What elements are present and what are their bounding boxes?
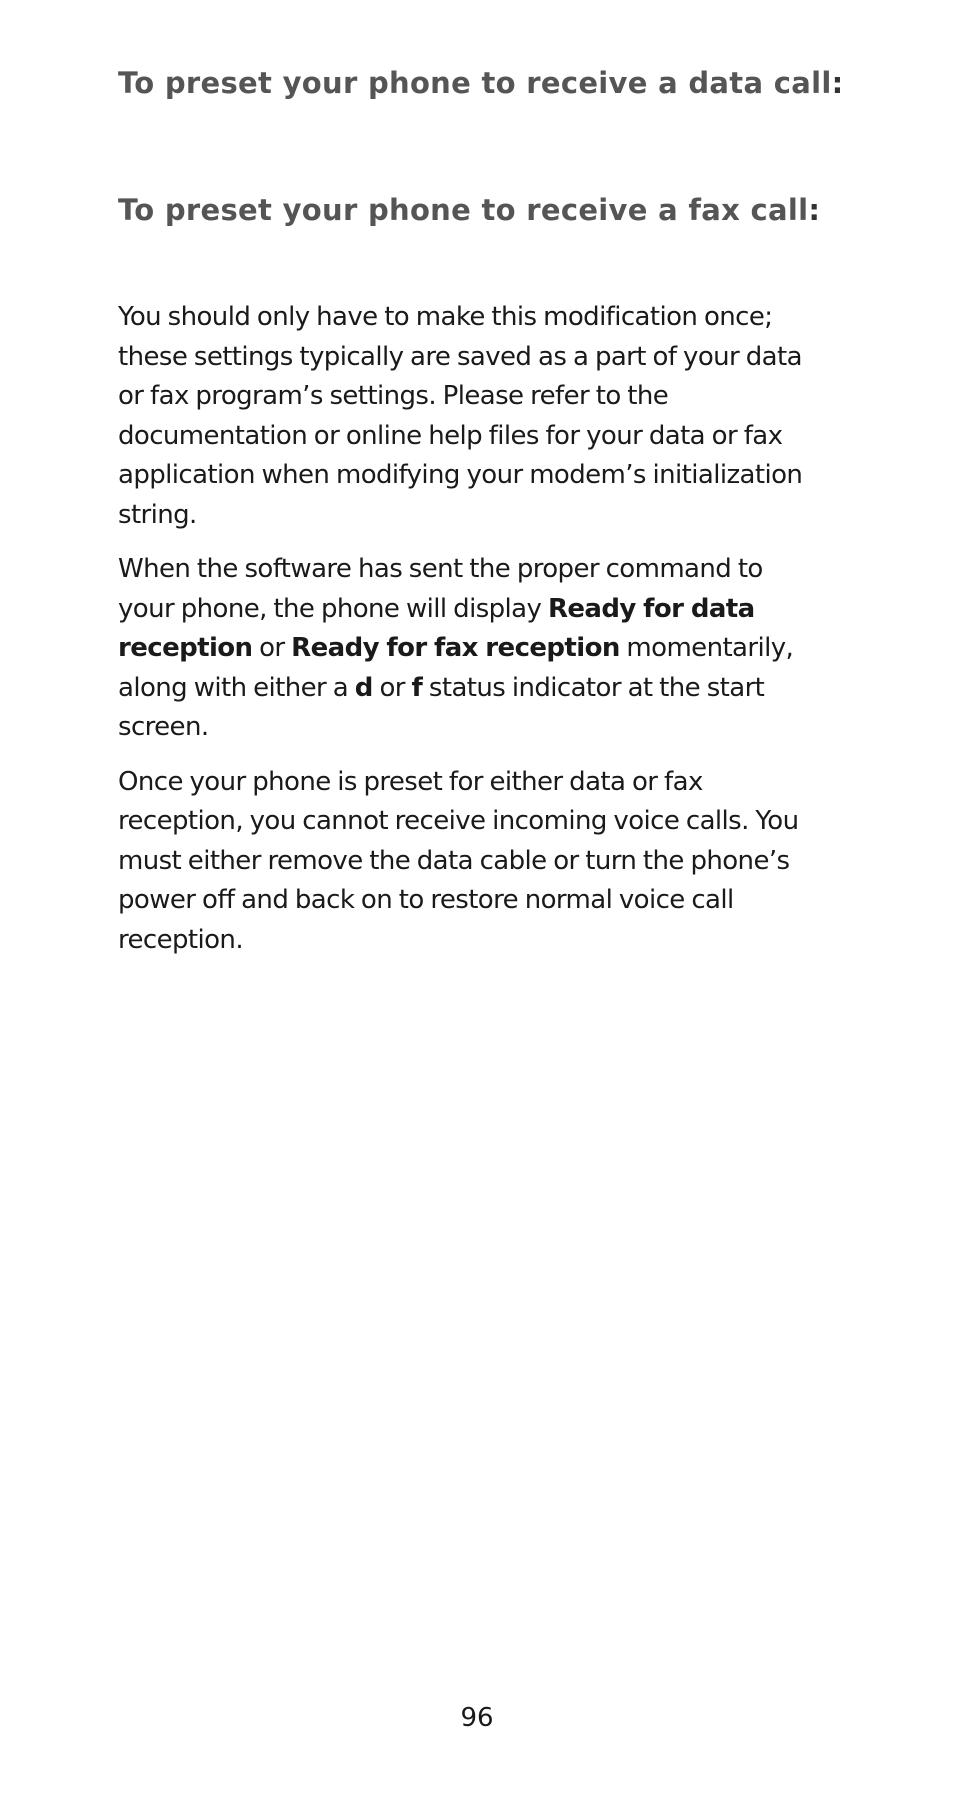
bold-indicator-f: f bbox=[411, 672, 423, 703]
paragraph-modification: You should only have to make this modification once; these settings typically are saved as a part of your data or fax program’s settings. Please refer to the documentation or online help files for your data or fax application when modifying your modem’s initialization string. bbox=[118, 302, 803, 530]
paragraph-display-message bbox=[118, 550, 818, 748]
text-run: or bbox=[252, 633, 292, 663]
text-run: momentarily, along with either a bbox=[118, 633, 794, 703]
text-run: or bbox=[372, 672, 412, 703]
heading-colon: : bbox=[808, 193, 821, 227]
heading-colon: : bbox=[831, 66, 844, 100]
heading-data-call bbox=[118, 66, 843, 100]
body-text bbox=[118, 298, 818, 975]
bold-ready-fax: Ready for fax reception bbox=[291, 633, 620, 663]
bold-ready-data: Ready for data reception bbox=[118, 593, 755, 663]
paragraph-voice-calls: Once your phone is preset for either data or fax reception, you cannot receive incoming voice calls. You must either remove the data cable or turn the phone’s power off and back on to restore normal voice call reception. bbox=[118, 766, 799, 955]
heading-fax-call bbox=[118, 193, 820, 227]
heading-data-call-text: To preset your phone to receive a data call bbox=[118, 66, 832, 100]
heading-fax-call-text: To preset your phone to receive a fax call bbox=[118, 193, 809, 227]
page-number: 96 bbox=[460, 1703, 494, 1733]
text-run: When the software has sent the proper command to your phone, the phone will display bbox=[118, 554, 763, 624]
bold-indicator-d: d bbox=[354, 672, 373, 703]
text-run: status indicator at the start screen. bbox=[118, 672, 765, 742]
